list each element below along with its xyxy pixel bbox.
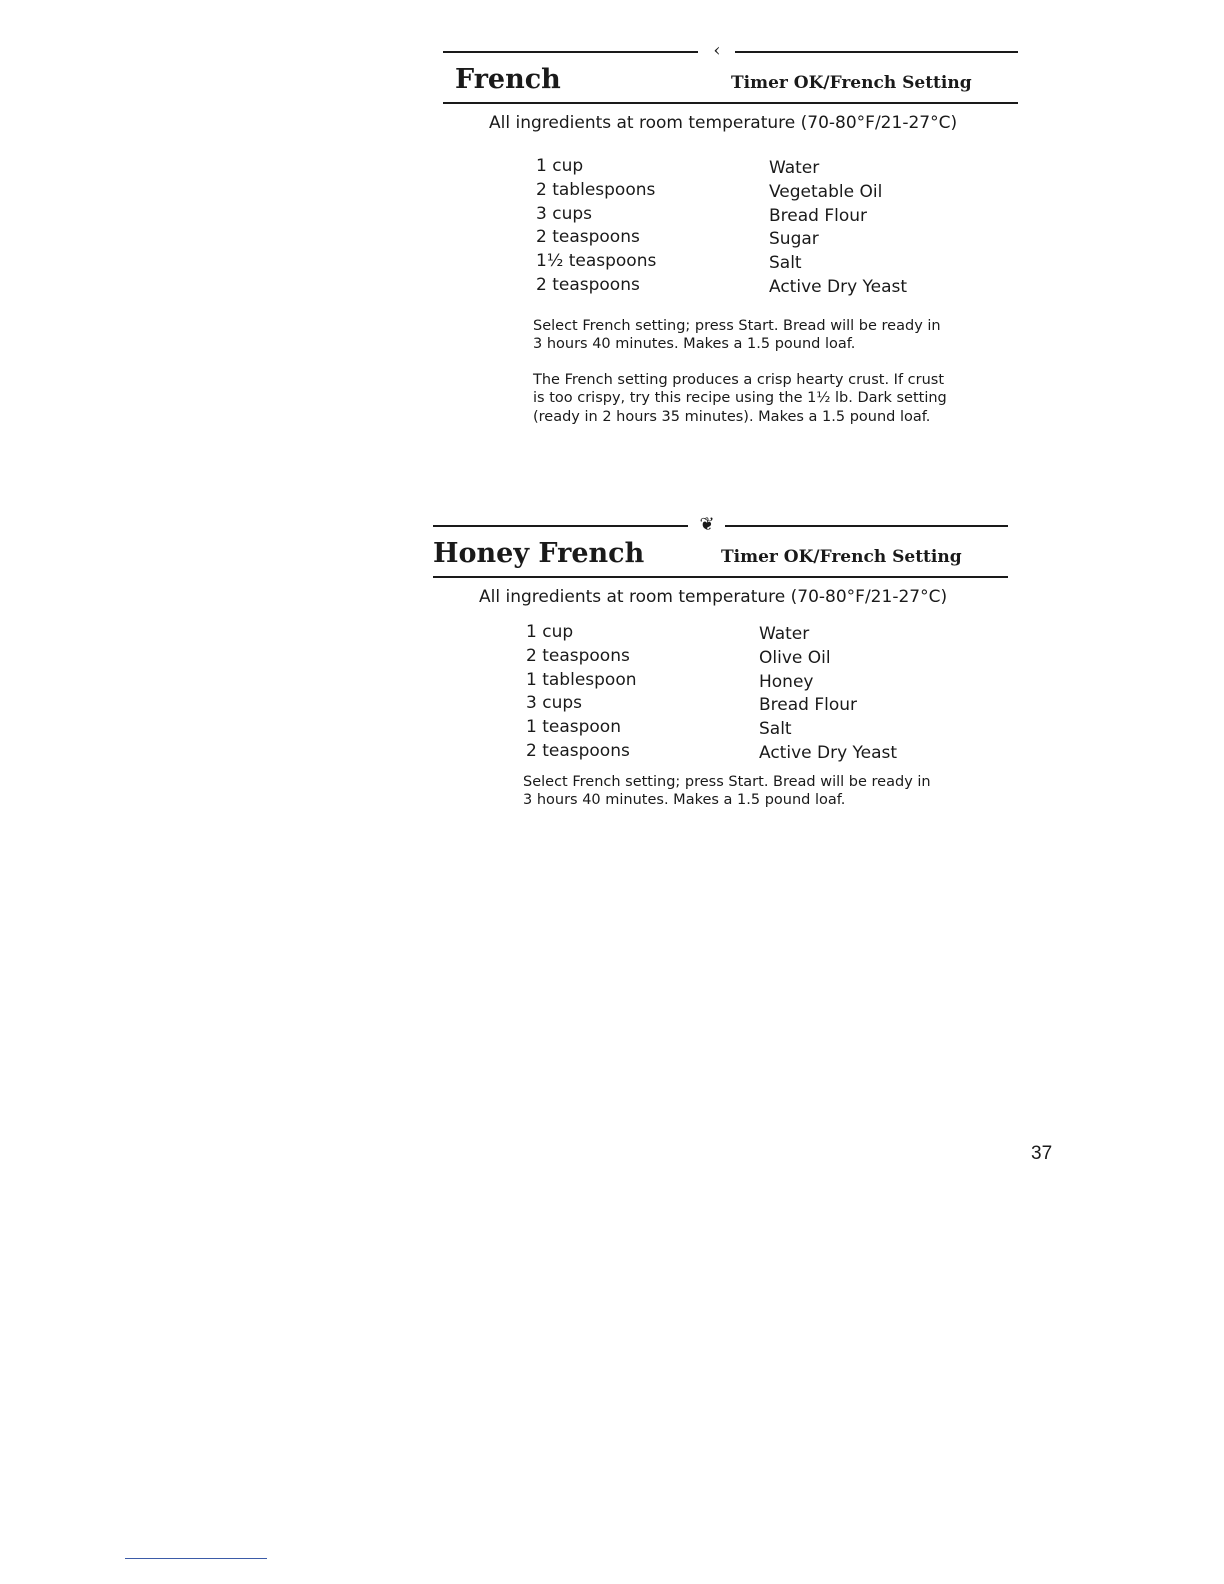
ingredient-quantity: 3 cups: [536, 203, 592, 224]
ingredient-quantity: 1 teaspoon: [526, 717, 621, 738]
ingredient-name: Bread Flour: [759, 695, 858, 716]
ingredient-name: Vegetable Oil: [769, 181, 883, 202]
ingredient-name: Olive Oil: [759, 647, 831, 668]
recipe-setting: Timer OK/French Setting: [721, 547, 962, 567]
recipe-french: [443, 40, 1018, 426]
divider-line-right: [725, 525, 1008, 527]
ingredient-name: Water: [759, 624, 810, 644]
ingredient-quantity: 2 teaspoons: [536, 274, 640, 295]
ingredient-row: [526, 691, 1008, 715]
ingredient-quantity: 3 cups: [526, 693, 582, 714]
ingredient-quantity: 2 tablespoons: [536, 179, 656, 200]
ingredient-row: [526, 739, 1008, 763]
instructions-paragraph: Select French setting; press Start. Bread will be ready in 3 hours 40 minutes. Makes a 1.5 pound loaf.: [523, 773, 931, 809]
ingredient-name: Water: [769, 158, 820, 178]
ingredient-list: [526, 620, 1008, 763]
ingredient-quantity: 2 teaspoons: [526, 645, 630, 666]
ingredient-quantity: 2 teaspoons: [526, 740, 630, 761]
ingredient-row: [526, 620, 1008, 644]
ingredient-name: Sugar: [769, 229, 819, 250]
ingredient-name: Active Dry Yeast: [759, 742, 898, 763]
ingredient-row: [536, 178, 1018, 202]
ornamental-divider: [443, 40, 1018, 62]
ingredient-name: Bread Flour: [769, 205, 868, 226]
instructions-paragraph: Select French setting; press Start. Bread will be ready in 3 hours 40 minutes. Makes a 1.5 pound loaf.: [533, 317, 941, 353]
flourish-icon: ‹: [713, 40, 721, 61]
divider-line-left: [433, 525, 688, 527]
ingredient-list: [536, 154, 1018, 297]
flourish-icon: ❦: [699, 514, 715, 535]
ingredient-quantity: 1 tablespoon: [526, 669, 637, 690]
divider-line-left: [443, 51, 698, 53]
ingredient-row: [536, 202, 1018, 226]
ingredient-quantity: 1½ teaspoons: [536, 251, 657, 272]
recipe-title: French: [455, 64, 561, 95]
tip-paragraph: The French setting produces a crisp hearty crust. If crust is too crispy, try this recipe using the 1½ lb. Dark setting (ready in 2 hours 35 minutes). Makes a 1.5 pound loaf.: [533, 371, 947, 425]
ingredient-row: [536, 154, 1018, 178]
recipe-honey-french: [433, 514, 1008, 810]
ingredient-row: [526, 715, 1008, 739]
ingredient-name: Honey: [759, 671, 814, 692]
temperature-note: All ingredients at room temperature (70-80°F/21-27°C): [479, 587, 948, 607]
temperature-note: All ingredients at room temperature (70-80°F/21-27°C): [489, 113, 958, 133]
ingredient-name: Salt: [759, 719, 792, 740]
ingredient-quantity: 1 cup: [536, 156, 584, 176]
ingredient-name: Active Dry Yeast: [769, 276, 908, 297]
ingredient-row: [536, 273, 1018, 297]
ingredient-row: [526, 668, 1008, 692]
ingredient-quantity: 2 teaspoons: [536, 227, 640, 248]
ingredient-row: [526, 644, 1008, 668]
divider-line-right: [735, 51, 1018, 53]
ornamental-divider: [433, 514, 1008, 536]
recipe-setting: Timer OK/French Setting: [731, 73, 972, 93]
ingredient-quantity: 1 cup: [526, 622, 574, 642]
recipe-title: Honey French: [433, 538, 645, 569]
ingredient-row: [536, 225, 1018, 249]
footer-rule: [125, 1558, 267, 1559]
recipe-header: [443, 62, 1018, 104]
ingredient-name: Salt: [769, 253, 802, 274]
page-number: 37: [1031, 1143, 1053, 1164]
recipe-header: [433, 536, 1008, 578]
ingredient-row: [536, 249, 1018, 273]
